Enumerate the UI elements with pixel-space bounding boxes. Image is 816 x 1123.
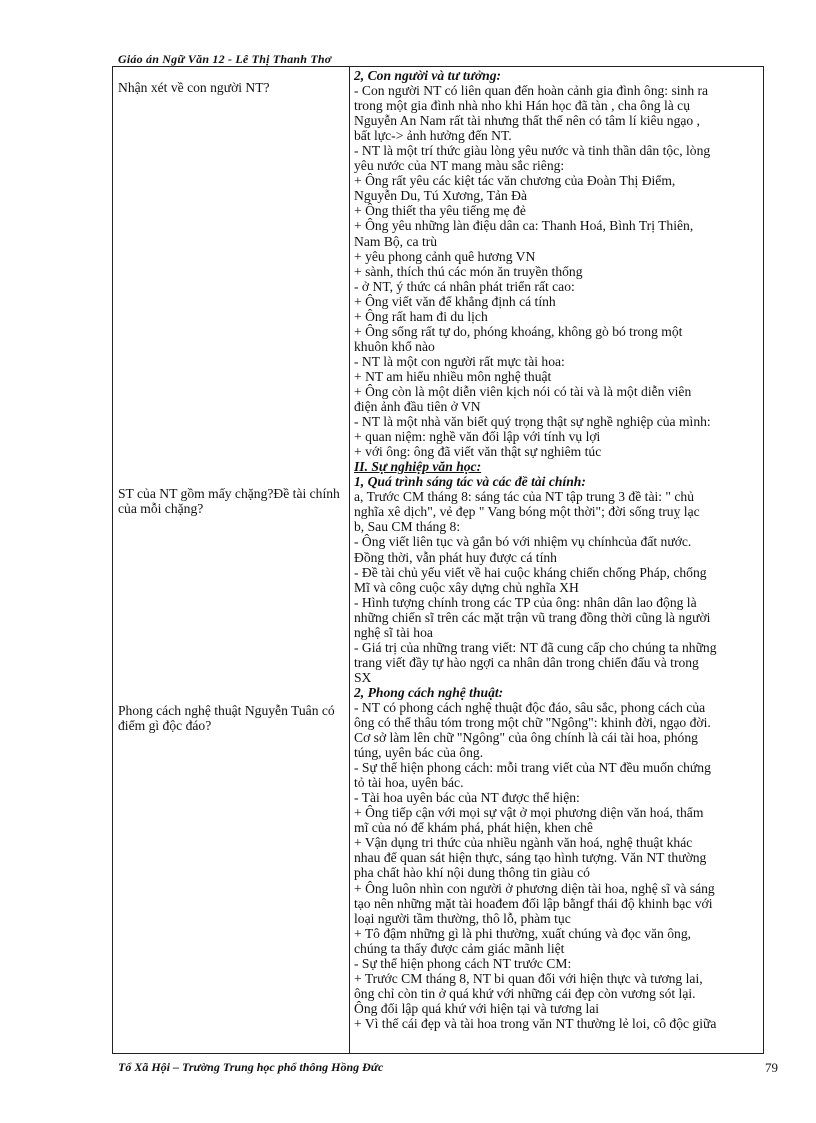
content-line: + Tô đậm những gì là phi thường, xuất chúng và đọc văn ông, (354, 925, 692, 941)
content-line: + sành, thích thú các món ăn truyền thống (354, 263, 583, 279)
section-heading: II. Sự nghiệp văn học: (354, 459, 482, 475)
content-line: b, Sau CM tháng 8: (354, 519, 461, 535)
content-line: + Vì thế cái đẹp và tài hoa trong văn NT thường lẻ loi, cô độc giữa (354, 1015, 717, 1031)
content-line: + NT am hiểu nhiều môn nghệ thuật (354, 368, 552, 384)
content-line: + Ông luôn nhìn con người ở phương diện tài hoa, nghệ sĩ và sáng (354, 880, 715, 896)
content-line: tỏ tài hoa, uyên bác. (354, 775, 464, 791)
content-line: tạo nên những mặt tài hoađem đối lập bằngf thái độ khinh bạc với (354, 895, 713, 911)
content-line: yêu nước của NT mang màu sắc riêng: (354, 158, 565, 174)
question-style: Phong cách nghệ thuật Nguyễn Tuân có điểm gì độc đáo? (118, 703, 335, 734)
column-divider (349, 67, 350, 1053)
content-line: ông chỉ còn tin ở quá khứ với những cái đẹp còn vương sót lại. (354, 985, 696, 1001)
content-line: những chiến sĩ trên các mặt trận vũ trang đồng thời cũng là người (354, 609, 711, 625)
content-line: mĩ của nó để khám phá, phát hiện, khen chê (354, 820, 593, 836)
content-line: trong một gia đình nhà nho khi Hán học đã tàn , cha ông là cụ (354, 98, 690, 114)
content-line: - Tài hoa uyên bác của NT được thể hiện: (354, 790, 580, 806)
content-line: - NT là một nhà văn biết quý trọng thật sự nghề nghiệp của mình: (354, 414, 711, 430)
content-line: Đồng thời, vẫn phát huy được cá tính (354, 549, 557, 565)
content-line: + Trước CM tháng 8, NT bi quan đối với hiện thực và tương lai, (354, 970, 703, 986)
content-line: khuôn khổ nào (354, 338, 435, 354)
content-line: Ông đối lập quá khứ với hiện tại và tương lai (354, 1000, 600, 1016)
content-line: + Ông rất ham đi du lịch (354, 308, 488, 324)
questions-column (113, 67, 349, 1053)
content-line: + Ông sống rất tự do, phóng khoáng, không gò bó trong một (354, 323, 683, 339)
section-heading: 2, Phong cách nghệ thuật: (354, 684, 504, 700)
content-line: Cơ sở làm lên chữ "Ngông" của ông chính là cái tài hoa, phóng (354, 730, 698, 746)
content-line: - NT có phong cách nghệ thuật độc đáo, sâu sắc, phong cách của (354, 699, 706, 715)
section-heading: 1, Quá trình sáng tác và các đề tài chính: (354, 474, 586, 490)
content-line: pha chất hào khí nội dung thông tin giàu có (354, 865, 590, 881)
content-line: ông có thể thâu tóm trong một chữ "Ngông": khinh đời, ngạo đời. (354, 715, 711, 731)
content-line: Nam Bộ, ca trù (354, 233, 438, 249)
page-footer (118, 1060, 778, 1075)
lesson-table (112, 66, 764, 1054)
content-line: - Ông viết liên tục và gắn bó với nhiệm vụ chínhcủa đất nước. (354, 534, 692, 550)
content-line: điện ảnh đầu tiên ở VN (354, 399, 481, 415)
content-line: Mĩ và công cuộc xây dựng chủ nghĩa XH (354, 579, 579, 595)
content-line: + Ông rất yêu các kiệt tác văn chương của Đoàn Thị Điểm, (354, 173, 676, 189)
content-line: nghĩa xê dịch", vẻ đẹp " Vang bóng một thời"; đời sống truỵ lạc (354, 504, 700, 520)
content-line: - NT là một trí thức giàu lòng yêu nước và tinh thần dân tộc, lòng (354, 143, 711, 159)
content-line: + Ông yêu những làn điệu dân ca: Thanh Hoá, Bình Trị Thiên, (354, 218, 694, 234)
content-line: - NT là một con người rất mực tài hoa: (354, 353, 565, 369)
content-line: Nguyễn An Nam rất tài nhưng thất thế nên có tâm lí kiêu ngạo , (354, 113, 700, 129)
content-column (354, 68, 763, 1054)
content-line: chúng ta thấy được cảm giác mãnh liệt (354, 940, 565, 956)
content-line: - Con người NT có liên quan đến hoàn cảnh gia đình ông: sinh ra (354, 83, 709, 99)
content-line: bất lực-> ảnh hưởng đến NT. (354, 128, 512, 144)
content-line: loại người tầm thường, thô lỗ, phàm tục (354, 910, 571, 926)
content-line: + Vận dụng tri thức của nhiều ngành văn hoá, nghệ thuật khác (354, 835, 693, 851)
content-line: túng, uyên bác của ông. (354, 745, 484, 761)
content-line: trang viết đầy tự hào ngợi ca nhân dân trong chiến đấu và trong (354, 654, 699, 670)
content-line: + quan niệm: nghề văn đối lập với tính vụ lợi (354, 429, 601, 445)
content-line: + với ông: ông đã viết văn thật sự nghiêm túc (354, 444, 602, 460)
content-line: - Sự thể hiện phong cách NT trước CM: (354, 955, 572, 971)
page-number: 79 (765, 1060, 778, 1075)
content-line: + yêu phong cảnh quê hương VN (354, 248, 536, 264)
content-line: + Ông còn là một diễn viên kịch nói có tài và là một diễn viên (354, 383, 692, 399)
content-line: a, Trước CM tháng 8: sáng tác của NT tập trung 3 đề tài: " chủ (354, 489, 695, 505)
content-line: - Sự thể hiện phong cách: mỗi trang viết của NT đều muốn chứng (354, 760, 711, 776)
content-line: - Hình tượng chính trong các TP của ông: nhân dân lao động là (354, 594, 697, 610)
footer-school: Tổ Xã Hội – Trường Trung học phổ thông Hồng Đức (118, 1060, 384, 1074)
content-line: + Ông tiếp cận với mọi sự vật ở mọi phương diện văn hoá, thẩm (354, 805, 704, 821)
question-person: Nhận xét về con người NT? (118, 80, 270, 95)
content-line: + Ông thiết tha yêu tiếng mẹ đẻ (354, 203, 526, 219)
content-line: - Đề tài chủ yếu viết về hai cuộc kháng chiến chống Pháp, chống (354, 564, 707, 580)
content-line: - ở NT, ý thức cá nhân phát triển rất cao: (354, 278, 575, 294)
content-line: + Ông viết văn để khẳng định cá tính (354, 293, 556, 309)
content-line: nhau để quan sát hiện thực, sáng tạo hình tượng. Văn NT thường (354, 850, 707, 866)
question-career: ST của NT gồm mấy chặng?Đề tài chính của mỗi chặng? (118, 486, 340, 517)
section-heading: 2, Con người và tư tưởng: (354, 68, 502, 83)
content-line: Nguyễn Du, Tú Xương, Tản Đà (354, 188, 528, 204)
page-header: Giáo án Ngữ Văn 12 - Lê Thị Thanh Thơ (118, 52, 332, 66)
content-line: - Giá trị của những trang viết: NT đã cung cấp cho chúng ta những (354, 639, 717, 655)
content-line: SX (354, 669, 372, 685)
content-line: nghệ sĩ tài hoa (354, 624, 433, 640)
